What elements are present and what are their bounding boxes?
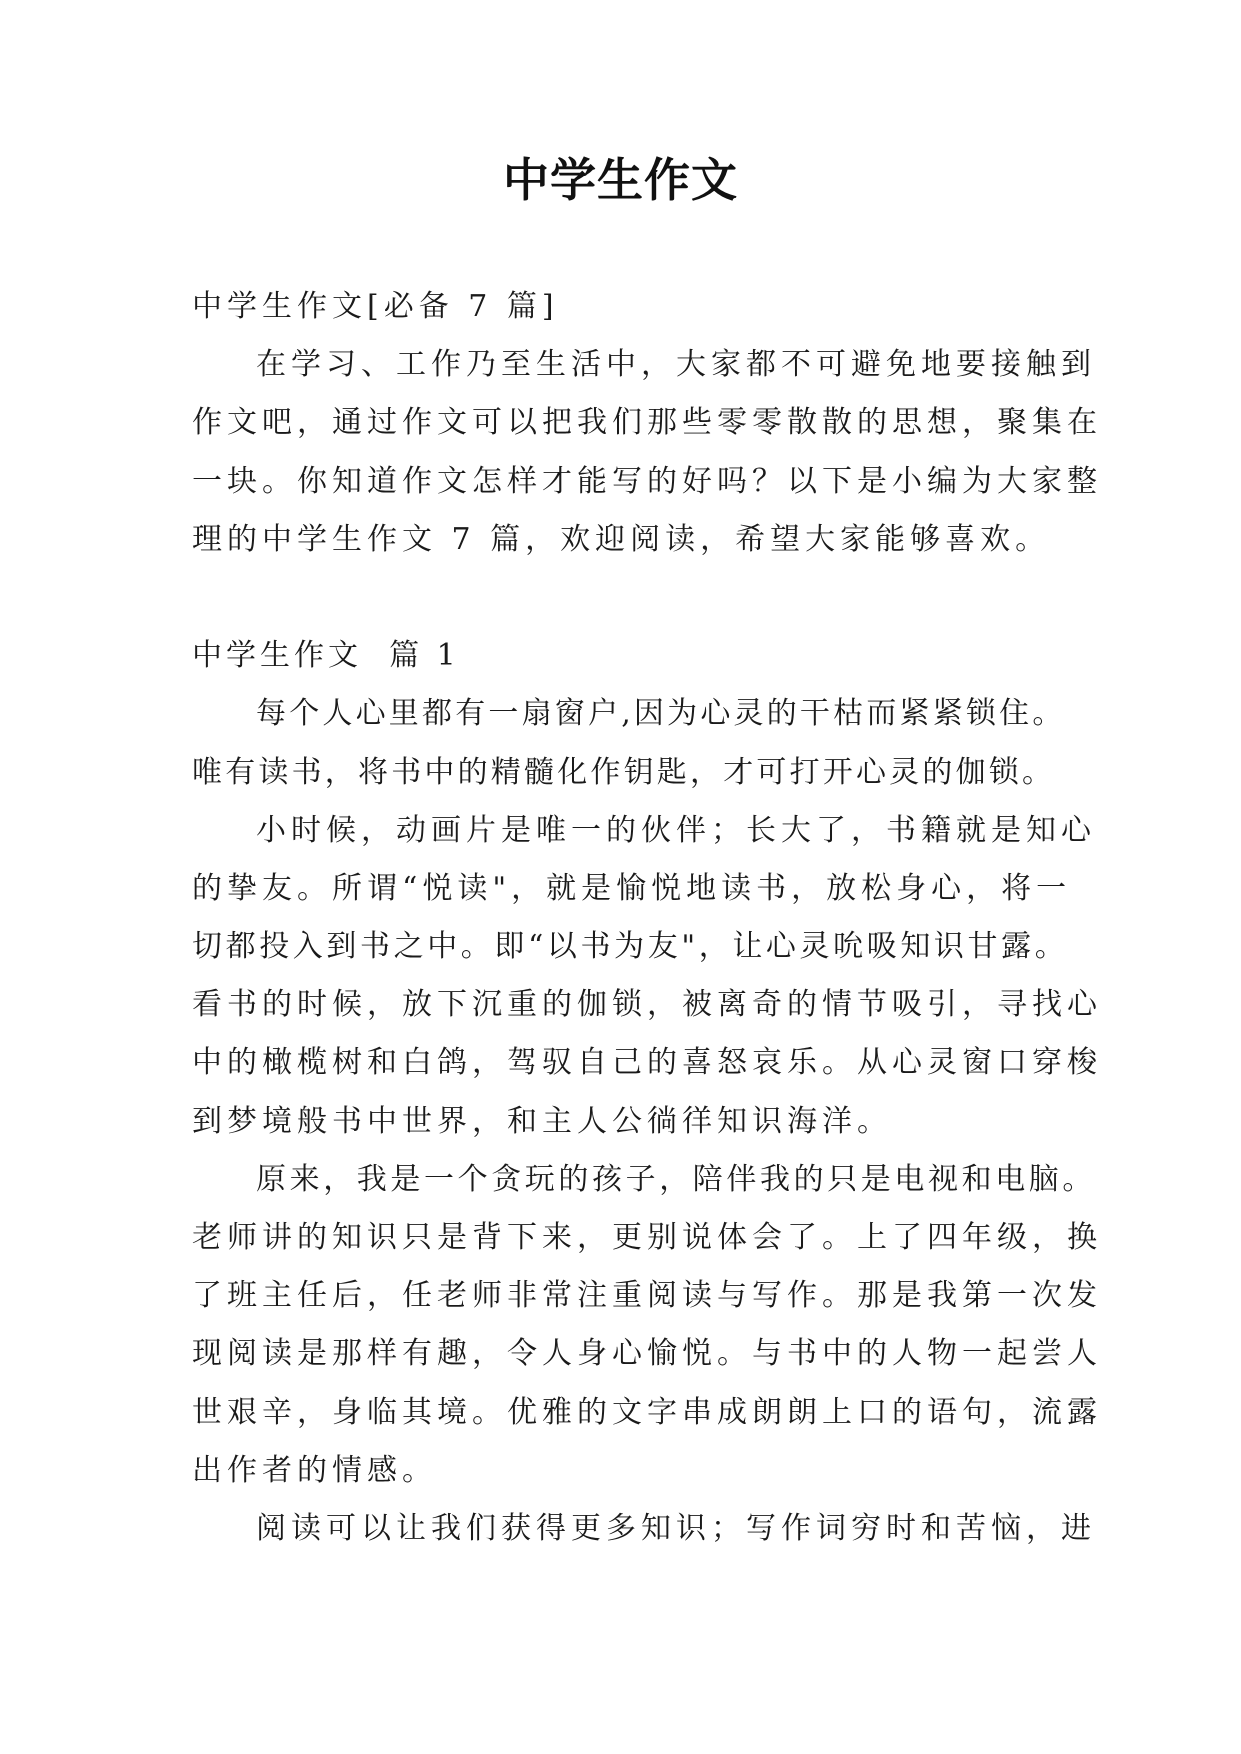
text-line: 小时候，动画片是唯一的伙伴；长大了，书籍就是知心 xyxy=(256,812,1096,848)
essay-paragraph-2 xyxy=(192,802,1102,1151)
essay-paragraph-1 xyxy=(192,685,1066,801)
text-line: 阅读可以让我们获得更多知识；写作词穷时和苦恼，进 xyxy=(256,1510,1096,1546)
essay-paragraph-4 xyxy=(192,1500,1096,1558)
text-line: 了班主任后，任老师非常注重阅读与写作。那是我第一次发 xyxy=(192,1278,1102,1314)
text-line: 中的橄榄树和白鸽，驾驭自己的喜怒哀乐。从心灵窗口穿梭 xyxy=(192,1045,1102,1081)
section-heading: 中学生作文 篇 1 xyxy=(192,638,460,674)
spacer xyxy=(192,569,1062,627)
text-line: 原来，我是一个贪玩的孩子，陪伴我的只是电视和电脑。 xyxy=(256,1161,1096,1197)
text-line: 切都投入到书之中。即“以书为友"，让心灵吮吸知识甘露。 xyxy=(192,929,1069,965)
text-line: 作文吧，通过作文可以把我们那些零零散散的思想，聚集在 xyxy=(192,405,1102,441)
intro-paragraph xyxy=(192,336,1102,569)
text-line: 世艰辛，身临其境。优雅的文字串成朗朗上口的语句，流露 xyxy=(192,1394,1102,1430)
text-line: 每个人心里都有一扇窗户,因为心灵的干枯而紧紧锁住。 xyxy=(256,696,1066,732)
text-line: 看书的时候，放下沉重的伽锁，被离奇的情节吸引，寻找心 xyxy=(192,987,1102,1023)
text-line: 理的中学生作文 7 篇，欢迎阅读，希望大家能够喜欢。 xyxy=(192,521,1051,557)
text-line: 老师讲的知识只是背下来，更别说体会了。上了四年级，换 xyxy=(192,1220,1102,1255)
text-line: 在学习、工作乃至生活中，大家都不可避免地要接触到 xyxy=(256,347,1096,383)
text-line: 出作者的情感。 xyxy=(192,1452,437,1488)
text-line: 一块。你知道作文怎样才能写的好吗？以下是小编为大家整 xyxy=(192,463,1102,499)
document-title: 中学生作文 xyxy=(503,153,738,207)
essay-paragraph-3 xyxy=(192,1151,1102,1500)
text-line: 现阅读是那样有趣，令人身心愉悦。与书中的人物一起尝人 xyxy=(192,1336,1102,1372)
text-line: 到梦境般书中世界，和主人公徜徉知识海洋。 xyxy=(192,1103,892,1139)
document-subtitle: 中学生作文[必备 7 篇] xyxy=(192,289,559,324)
text-line: 唯有读书，将书中的精髓化作钥匙，才可打开心灵的伽锁。 xyxy=(192,754,1056,790)
text-line: 的挚友。所谓“悦读"，就是愉悦地读书，放松身心，将一 xyxy=(192,870,1072,906)
document-body xyxy=(192,278,1102,1558)
